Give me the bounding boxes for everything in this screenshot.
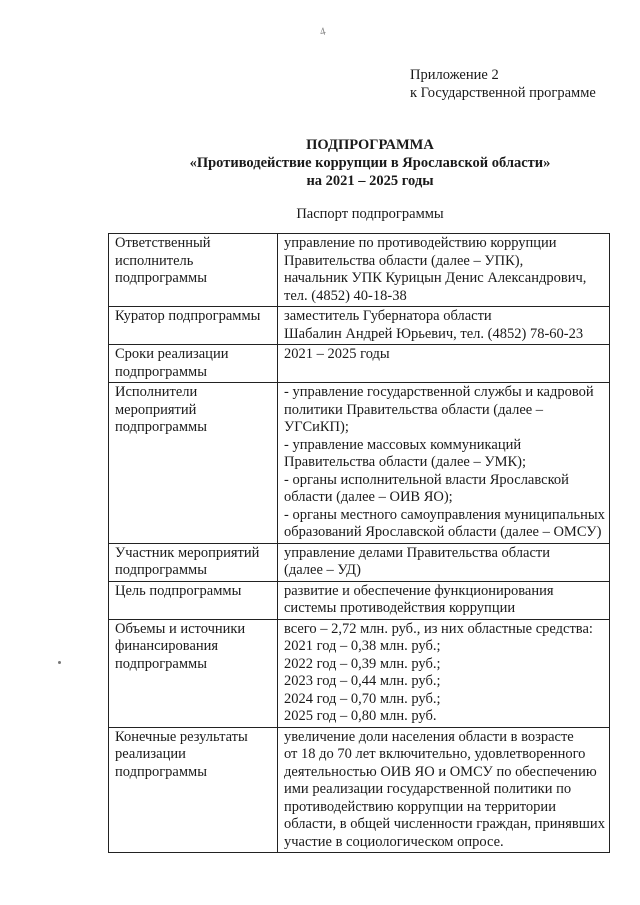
label-line: подпрограммы xyxy=(115,655,207,672)
row-label-cell xyxy=(109,619,278,727)
value-line: - управление государственной службы и кадровой xyxy=(284,384,594,400)
table-row xyxy=(109,234,610,307)
value-line: - органы местного самоуправления муниципальных xyxy=(284,506,605,523)
label-line: Конечные результаты xyxy=(115,728,248,745)
value-line: 2024 год – 0,70 млн. руб.; xyxy=(284,690,441,707)
value-line: области (далее – ОИВ ЯО); xyxy=(284,489,453,505)
value-line: увеличение доли населения области в возрасте xyxy=(284,728,574,745)
label-line: подпрограммы xyxy=(115,270,207,286)
value-line: всего – 2,72 млн. руб., из них областные средства: xyxy=(284,620,593,637)
label-line: подпрограммы xyxy=(115,562,207,578)
passport-heading: Паспорт подпрограммы xyxy=(296,206,444,222)
label-line: мероприятий xyxy=(115,401,197,418)
value-line: системы противодействия коррупции xyxy=(284,600,516,616)
row-value-cell xyxy=(278,234,610,307)
value-line: заместитель Губернатора области xyxy=(284,308,492,324)
value-line: 2022 год – 0,39 млн. руб.; xyxy=(284,655,441,672)
row-label-cell xyxy=(109,345,278,383)
margin-mark xyxy=(58,661,61,664)
value-line: - управление массовых коммуникаций xyxy=(284,436,522,453)
row-label-cell xyxy=(109,543,278,581)
appendix-line: к Государственной программе xyxy=(410,85,596,101)
value-line: управление делами Правительства области xyxy=(284,544,550,561)
value-line: УГСиКП); xyxy=(284,419,349,435)
label-line: реализации xyxy=(115,746,186,762)
value-line: начальник УПК Курицын Денис Александрович, xyxy=(284,270,587,286)
value-line: тел. (4852) 40-18-38 xyxy=(284,287,407,304)
title-line: ПОДПРОГРАММА xyxy=(306,137,434,153)
appendix-line: Приложение 2 xyxy=(410,67,499,83)
value-line: противодействию коррупции на территории xyxy=(284,798,556,815)
value-line: от 18 до 70 лет включительно, удовлетворенного xyxy=(284,746,586,762)
row-value-cell xyxy=(278,383,610,544)
value-line: 2021 – 2025 годы xyxy=(284,346,390,362)
row-label-cell xyxy=(109,234,278,307)
table-row xyxy=(109,543,610,581)
document-title xyxy=(100,136,640,190)
row-label-cell xyxy=(109,727,278,853)
table-row xyxy=(109,345,610,383)
title-line: на 2021 – 2025 годы xyxy=(306,173,434,189)
table-row xyxy=(109,727,610,853)
row-value-cell xyxy=(278,307,610,345)
row-value-cell xyxy=(278,727,610,853)
value-line: 2023 год – 0,44 млн. руб.; xyxy=(284,673,441,689)
passport-table xyxy=(108,233,610,853)
label-line: Участник мероприятий xyxy=(115,544,260,561)
label-line: финансирования xyxy=(115,638,219,654)
value-line: управление по противодействию коррупции xyxy=(284,235,557,251)
table-row xyxy=(109,383,610,544)
value-line: 2025 год – 0,80 млн. руб. xyxy=(284,708,437,724)
table-row xyxy=(109,581,610,619)
label-line: Сроки реализации xyxy=(115,346,229,362)
value-line: Правительства области (далее – УМК); xyxy=(284,454,527,470)
row-value-cell xyxy=(278,581,610,619)
label-line: Цель подпрограммы xyxy=(115,582,242,599)
label-line: Исполнители xyxy=(115,384,198,400)
label-line: подпрограммы xyxy=(115,363,207,380)
value-line: Правительства области (далее – УПК), xyxy=(284,252,524,269)
row-label-cell xyxy=(109,581,278,619)
row-label-cell xyxy=(109,307,278,345)
label-line: Объемы и источники xyxy=(115,620,246,637)
page-number-mark: 4 xyxy=(318,25,327,39)
row-value-cell xyxy=(278,345,610,383)
title-line: «Противодействие коррупции в Ярославской области» xyxy=(189,155,551,171)
label-line: подпрограммы xyxy=(115,419,207,435)
value-line: (далее – УД) xyxy=(284,562,361,578)
value-line: политики Правительства области (далее – xyxy=(284,401,544,418)
row-value-cell xyxy=(278,619,610,727)
appendix-note xyxy=(410,66,596,102)
value-line: области, в общей численности граждан, принявших xyxy=(284,816,605,832)
label-line: Куратор подпрограммы xyxy=(115,308,261,324)
value-line: развитие и обеспечение функционирования xyxy=(284,582,554,599)
table-row xyxy=(109,307,610,345)
table-row xyxy=(109,619,610,727)
label-line: Ответственный xyxy=(115,235,211,251)
value-line: участие в социологическом опросе. xyxy=(284,833,504,850)
value-line: 2021 год – 0,38 млн. руб.; xyxy=(284,638,441,654)
value-line: деятельностью ОИВ ЯО и ОМСУ по обеспечению xyxy=(284,763,597,780)
value-line: образований Ярославской области (далее – ОМСУ) xyxy=(284,524,602,540)
row-value-cell xyxy=(278,543,610,581)
label-line: исполнитель xyxy=(115,252,194,269)
row-label-cell xyxy=(109,383,278,544)
value-line: Шабалин Андрей Юрьевич, тел. (4852) 78-60-23 xyxy=(284,325,584,342)
value-line: - органы исполнительной власти Ярославской xyxy=(284,471,569,488)
value-line: ими реализации государственной политики по xyxy=(284,781,572,797)
label-line: подпрограммы xyxy=(115,763,207,780)
